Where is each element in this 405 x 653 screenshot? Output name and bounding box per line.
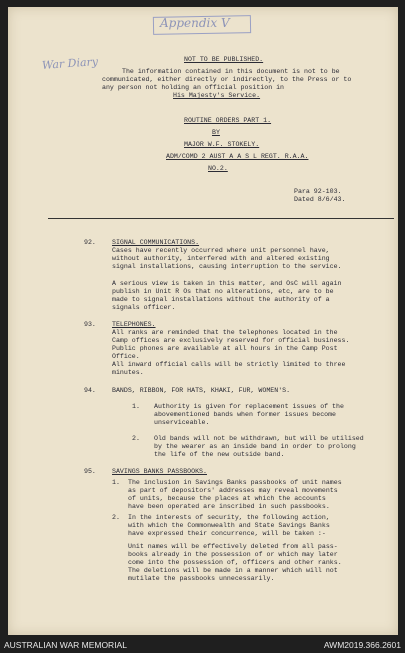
officer-name: MAJOR W.F. STOKELY. <box>184 141 260 148</box>
order-date: Dated 8/6/43. <box>294 196 346 203</box>
archive-source: AUSTRALIAN WAR MEMORIAL <box>4 640 127 650</box>
order-number: NO.2. <box>208 165 228 172</box>
header-divider <box>48 218 394 219</box>
document-page: Appendix V War Diary NOT TO BE PUBLISHED. The information contained in this document is not to be communicated, either directly or indirectly, to the Press or to any person not holding an official position in His Majesty's Service. ROUTINE ORDERS PART 1. BY MAJOR W.F. STOKELY. ADM/COMD 2 AUST A A S L REGT. R.A.A. NO.2. Para 92-103. Dated 8/6/43. 92. SIGNAL COMMUNICATIONS. Cases have recently occurred where unit personnel have, without authority, interfered with and altered existing signal installations, causing interruption to the service. A serious view is taken in this matter, and OsC will again publish in Unit R Os that no alterations, etc, are to be made to signal installations without the authority of a signals officer. 93. TELEPHONES. All ranks are reminded that the telephones located in the Camp offices are exclusively reserved for official business. Public phones are available at all hours in the Camp Post Office. All inward official calls will be strictly limited to three minutes. 94. BANDS, RIBBON, FOR HATS, KHAKI, FUR, WOMEN'S. 1. Authority is given for replacement issues of the abovementioned bands when former issues become unserviceable. 2. Old bands will not be withdrawn, but will be utilised by the wearer as an inside band in order to prolong the life of the new outside band. 95. SAVINGS BANKS PASSBOOKS. 1. The inclusion in Savings Banks passbooks of unit names as part of depositors' addresses may reveal movements of units, because the places at which the accounts have been operated are inscribed in such passbooks. 2. In the interests of security, the following action, with which the Commonwealth and State Savings Banks have expressed their concurrence, will be taken :- Unit names will be effectively deleted from all pass- books already in the possession of or which may later come into the possession of, officers and other ranks. The deletions will be made in a manner which will not mutilate the passbooks unnecessarily. <box>8 7 398 635</box>
para-range: Para 92-103. <box>294 188 342 195</box>
document-title: ROUTINE ORDERS PART 1. <box>184 117 272 124</box>
paragraph-heading: SAVINGS BANKS PASSBOOKS. <box>112 468 207 475</box>
unit-name: ADM/COMD 2 AUST A A S L REGT. R.A.A. <box>166 153 309 160</box>
paragraph-heading: SIGNAL COMMUNICATIONS. <box>112 239 200 246</box>
appendix-annotation: Appendix V <box>160 16 230 30</box>
war-diary-annotation: War Diary <box>41 55 99 72</box>
paragraph-heading: BANDS, RIBBON, FOR HATS, KHAKI, FUR, WOMEN'S. <box>112 387 291 394</box>
archive-footer <box>0 637 405 653</box>
paragraph-heading: TELEPHONES. <box>112 321 156 328</box>
by-line: BY <box>212 129 220 136</box>
classification: NOT TO BE PUBLISHED. <box>184 56 264 63</box>
archive-reference: AWM2019.366.2601 <box>323 640 401 650</box>
